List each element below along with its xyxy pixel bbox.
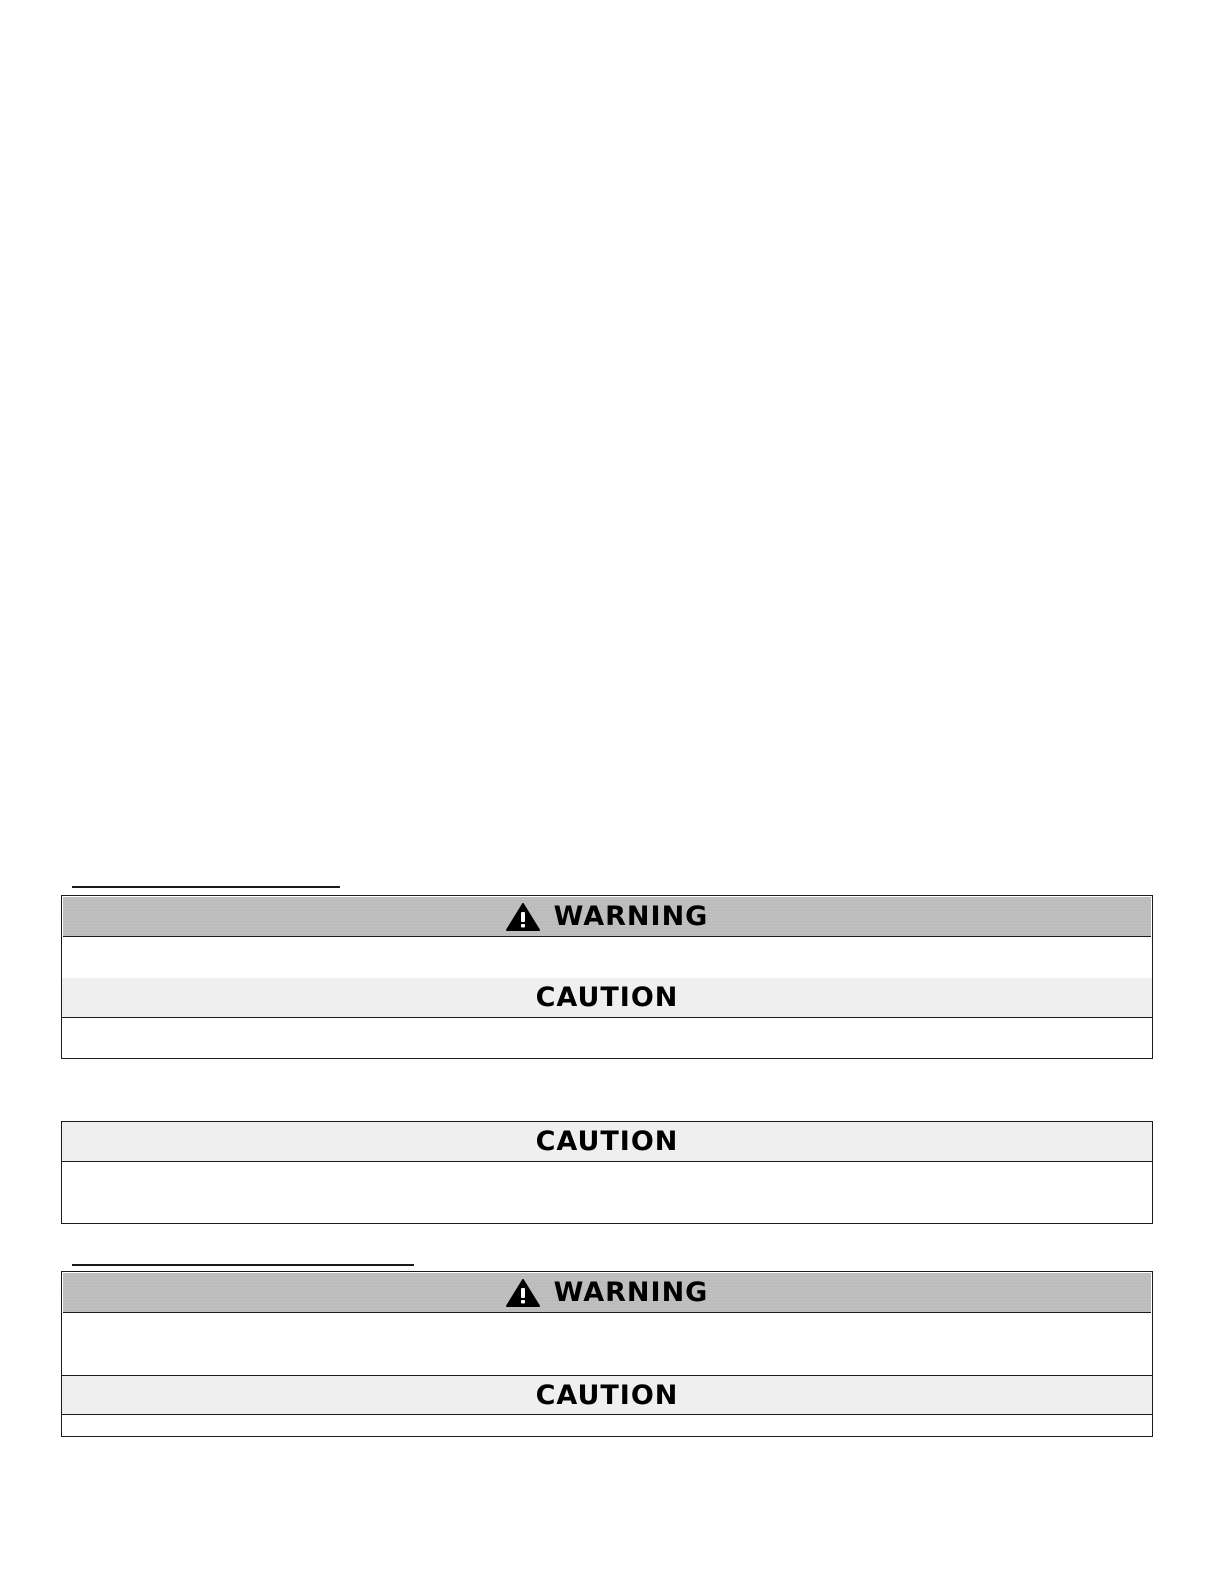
caution-header <box>62 1375 1152 1415</box>
safety-notice-box <box>61 1271 1153 1437</box>
caution-notice-box <box>61 1121 1153 1224</box>
warning-header <box>63 1273 1151 1313</box>
caution-label: CAUTION <box>535 1379 679 1411</box>
caution-header <box>62 1122 1152 1162</box>
warning-triangle-icon <box>506 1279 540 1307</box>
caution-body <box>62 1162 1152 1223</box>
warning-header <box>63 897 1151 937</box>
warning-label: WARNING <box>553 901 709 932</box>
section-heading-underline <box>72 886 340 888</box>
caution-label: CAUTION <box>535 1126 679 1157</box>
caution-header <box>62 978 1152 1018</box>
caution-label: CAUTION <box>535 982 679 1013</box>
caution-body <box>62 1018 1152 1058</box>
safety-notice-box <box>61 895 1153 1059</box>
warning-body <box>62 1314 1152 1375</box>
warning-body <box>62 938 1152 978</box>
caution-body <box>62 1415 1152 1436</box>
warning-triangle-icon <box>506 903 540 931</box>
warning-label: WARNING <box>553 1277 709 1308</box>
section-heading-underline <box>72 1264 414 1266</box>
